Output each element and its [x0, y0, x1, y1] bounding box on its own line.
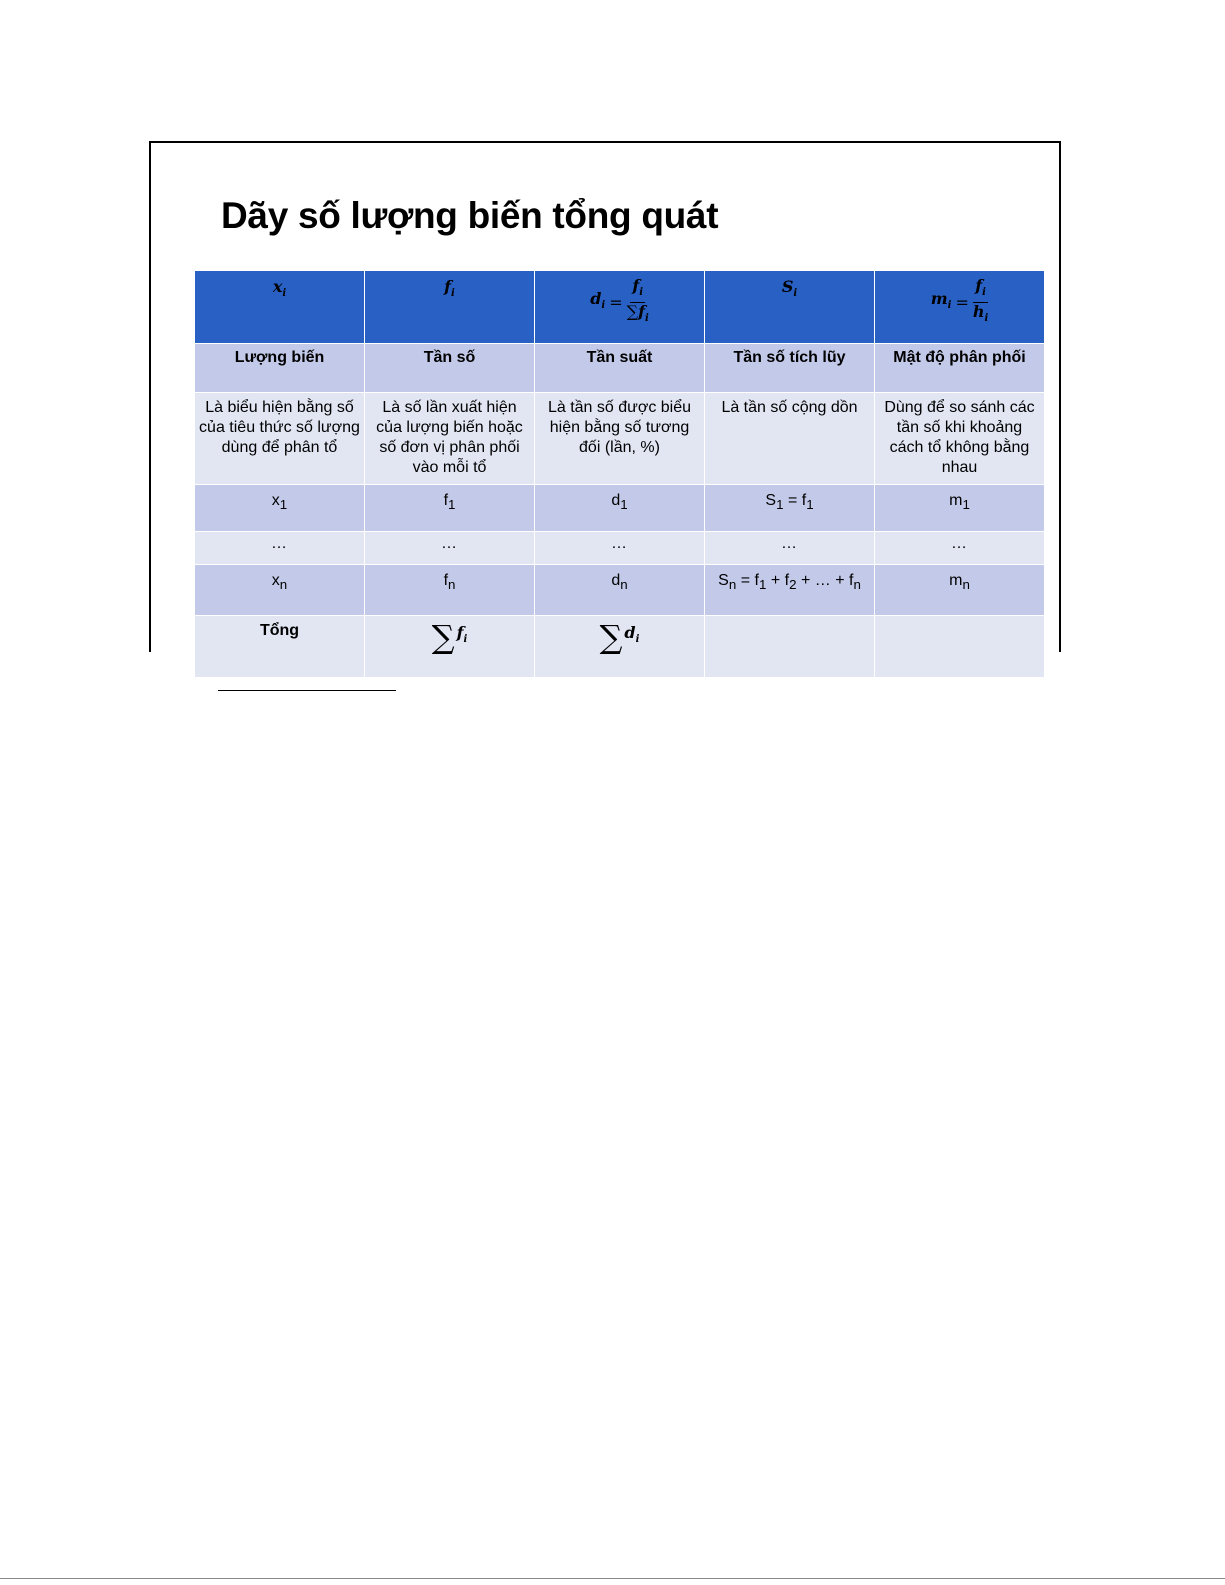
page-bottom-rule: [0, 1578, 1225, 1579]
cell-fn: $f_n$: [365, 565, 535, 616]
cell-x1: $x_1$: [195, 485, 365, 532]
header-fi: $f_i$: [365, 271, 535, 344]
cell-s1: $S_1 = f_1$: [705, 485, 875, 532]
header-di-formula: $d_i$ = $\frac{f_i}{\sum f_i}$: [535, 271, 705, 344]
name-tan-suat: Tần suất: [535, 344, 705, 393]
table-row-last: [195, 565, 1045, 616]
desc-luong-bien: Là biểu hiện bằng số của tiêu thức số lượng dùng để phân tổ: [195, 393, 365, 485]
slide: [149, 141, 1061, 656]
desc-mat-do-phan-phoi: Dùng để so sánh các tần số khi khoảng cách tổ không bằng nhau: [875, 393, 1045, 485]
slide-title: Dãy số lượng biến tổng quát: [221, 195, 719, 236]
name-mat-do-phan-phoi: Mật độ phân phối: [875, 344, 1045, 393]
table-header-row: [195, 271, 1045, 344]
header-xi: $x_i$: [195, 271, 365, 344]
total-empty: [875, 616, 1045, 678]
cell-dn: $d_n$: [535, 565, 705, 616]
total-sum-fi: ∑ $f_i$: [365, 616, 535, 678]
cell-sn: $S_n = f_1 + f_2$ + … + $f_n$: [705, 565, 875, 616]
desc-tan-so: Là số lần xuất hiện của lượng biến hoặc số đơn vị phân phối vào mỗi tổ: [365, 393, 535, 485]
desc-tan-suat: Là tần số được biểu hiện bằng số tương đối (lần, %): [535, 393, 705, 485]
cell-dots: …: [535, 532, 705, 565]
frequency-table: [194, 270, 1045, 678]
cell-d1: $d_1$: [535, 485, 705, 532]
footnote-separator: [218, 690, 396, 691]
table-row-total: [195, 616, 1045, 678]
table-description-row: [195, 393, 1045, 485]
name-luong-bien: Lượng biến: [195, 344, 365, 393]
cell-dots: …: [875, 532, 1045, 565]
cell-f1: $f_1$: [365, 485, 535, 532]
cell-dots: …: [705, 532, 875, 565]
total-sum-di: ∑ $d_i$: [535, 616, 705, 678]
table-name-row: [195, 344, 1045, 393]
cell-mn: $m_n$: [875, 565, 1045, 616]
name-tan-so: Tần số: [365, 344, 535, 393]
desc-tan-so-tich-luy: Là tần số cộng dồn: [705, 393, 875, 485]
total-empty: [705, 616, 875, 678]
table-row-ellipsis: [195, 532, 1045, 565]
header-si: $S_i$: [705, 271, 875, 344]
header-mi-formula: $m_i$ = $\frac{f_i}{h_i}$: [875, 271, 1045, 344]
cell-xn: $x_n$: [195, 565, 365, 616]
cell-dots: …: [195, 532, 365, 565]
cell-dots: …: [365, 532, 535, 565]
cell-m1: $m_1$: [875, 485, 1045, 532]
total-label: Tổng: [195, 616, 365, 678]
name-tan-so-tich-luy: Tần số tích lũy: [705, 344, 875, 393]
table-row-first: [195, 485, 1045, 532]
